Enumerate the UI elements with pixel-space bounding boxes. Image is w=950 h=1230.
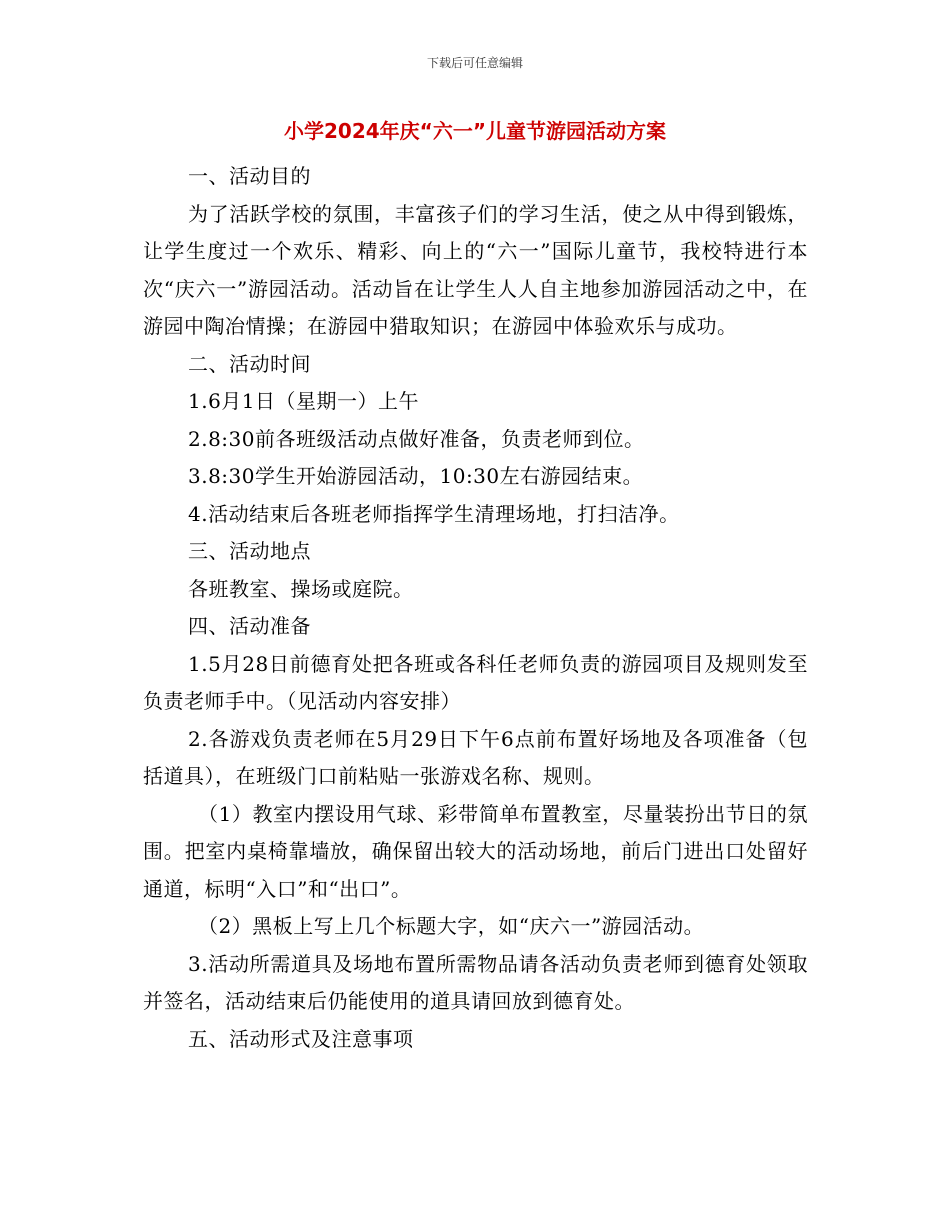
list-item-time-2: 2.8:30前各班级活动点做好准备，负责老师到位。 bbox=[188, 426, 645, 451]
list-item-preparation-1: 1.5月28日前德育处把各班或各科任老师负责的游园项目及规则发至负责老师手中。（见活动内容安排） bbox=[143, 651, 808, 713]
document-title: 小学2024年庆“六一”儿童节游园活动方案 bbox=[284, 119, 666, 143]
section-heading-location: 三、活动地点 bbox=[188, 539, 311, 563]
sub-item-preparation-2-1: （1）教室内摆设用气球、彩带简单布置教室，尽量装扮出节日的氛围。把室内桌椅靠墙放，确保留出较大的活动场地，前后门进出口处留好通道，标明“入口”和“出口”。 bbox=[143, 801, 808, 901]
paragraph-location: 各班教室、操场或庭院。 bbox=[188, 576, 414, 601]
section-heading-purpose: 一、活动目的 bbox=[188, 164, 311, 188]
section-heading-preparation: 四、活动准备 bbox=[188, 614, 311, 638]
paragraph-purpose: 为了活跃学校的氛围，丰富孩子们的学习生活，使之从中得到锻炼，让学生度过一个欢乐、精彩、向上的“六一”国际儿童节，我校特进行本次“庆六一”游园活动。活动旨在让学生人人自主地参加游园活动之中，在游园中陶冶情操；在游园中猎取知识；在游园中体验欢乐与成功。 bbox=[143, 201, 808, 338]
section-heading-time: 二、活动时间 bbox=[188, 351, 311, 376]
list-item-time-1: 1.6月1日（星期一）上午 bbox=[188, 389, 420, 413]
list-item-time-4: 4.活动结束后各班老师指挥学生清理场地，打扫洁净。 bbox=[188, 501, 680, 526]
sub-item-preparation-2-2: （2）黑板上写上几个标题大字，如“庆六一”游园活动。 bbox=[198, 914, 705, 938]
section-heading-format: 五、活动形式及注意事项 bbox=[188, 1026, 414, 1051]
list-item-preparation-3: 3.活动所需道具及场地布置所需物品请各活动负责老师到德育处领取并签名，活动结束后仍能使用的道具请回放到德育处。 bbox=[143, 951, 808, 1013]
list-item-time-3: 3.8:30学生开始游园活动，10:30左右游园结束。 bbox=[188, 464, 644, 488]
list-item-preparation-2: 2.各游戏负责老师在5月29日下午6点前布置好场地及各项准备（包括道具），在班级门口前粘贴一张游戏名称、规则。 bbox=[143, 726, 808, 788]
document-body bbox=[143, 158, 808, 1058]
page-header-note: 下载后可任意编辑 bbox=[426, 56, 523, 70]
